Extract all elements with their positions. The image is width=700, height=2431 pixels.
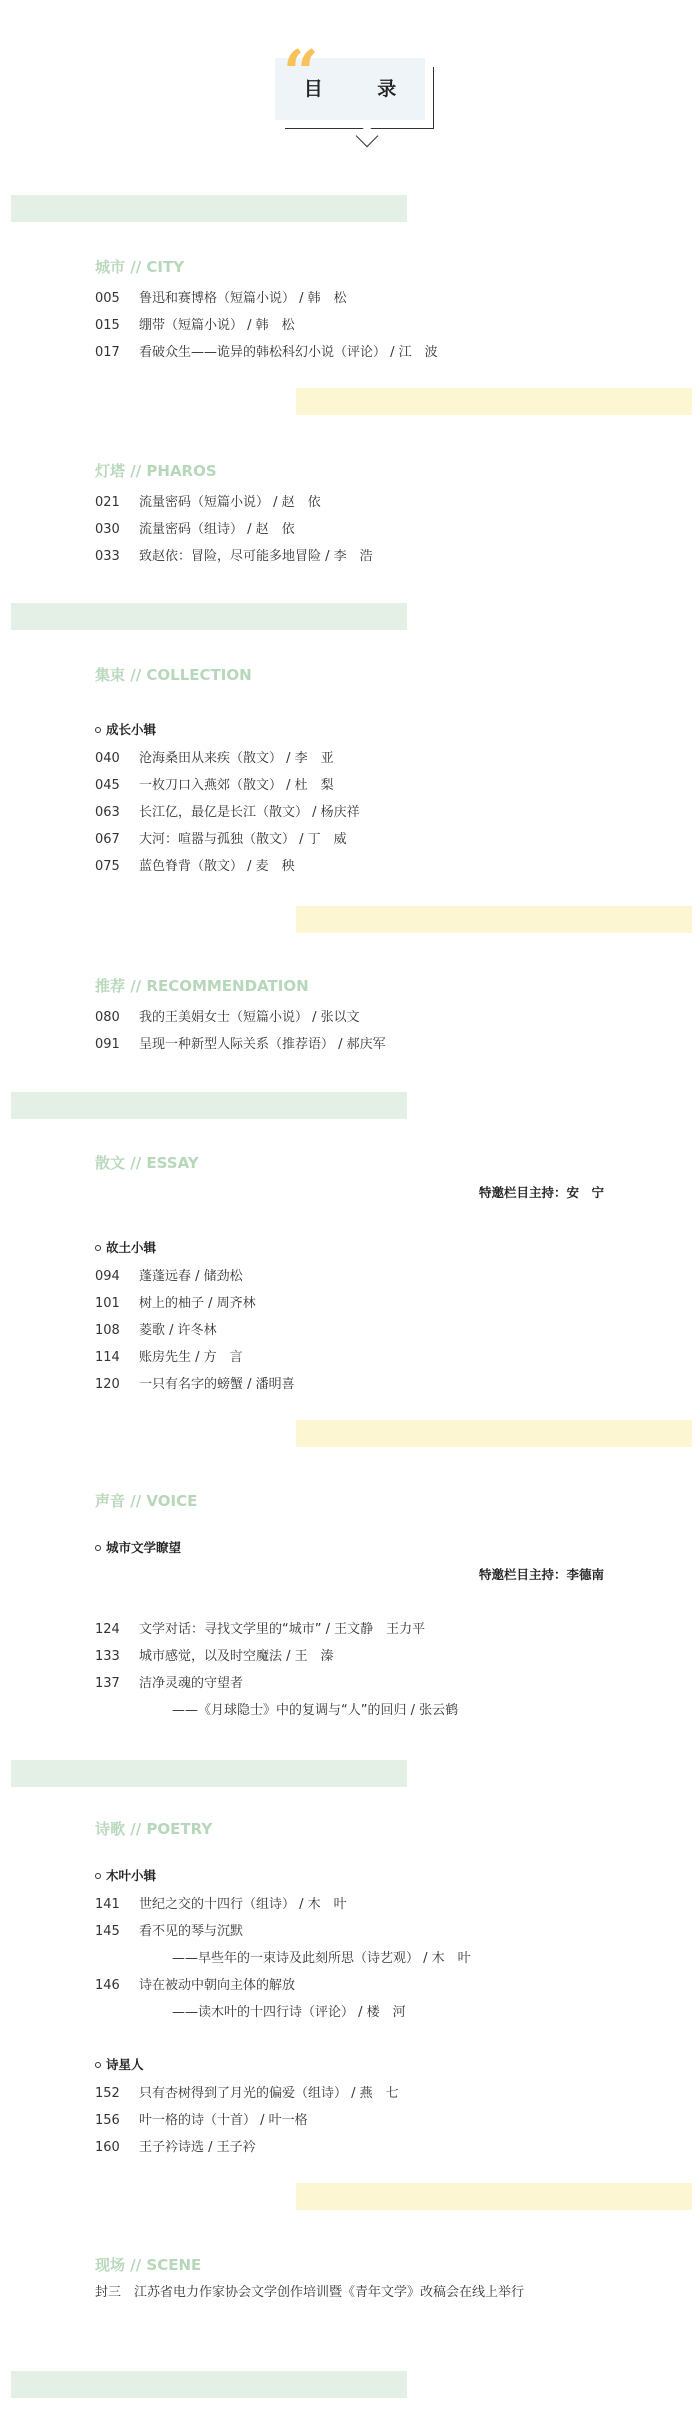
toc-entry[interactable] [95,1319,217,1338]
entry-subtitle: ——早些年的一束诗及此刻所思（诗艺观） / 木 叶 [172,1951,471,1966]
page-number: 108 [95,1323,120,1338]
toc-entry[interactable] [95,2082,399,2101]
toc-entry[interactable] [95,1618,425,1637]
page-number: 146 [95,1978,120,1993]
entry-title: 一只有名字的螃蟹 / 潘明喜 [139,1377,295,1392]
toc-entry[interactable] [95,314,295,333]
page-number: 021 [95,495,120,510]
page-number: 133 [95,1649,120,1664]
entry-title: 看破众生——诡异的韩松科幻小说（评论） / 江 波 [139,345,438,360]
page-number: 063 [95,805,120,820]
entry-title: 流量密码（短篇小说） / 赵 依 [139,495,321,510]
toc-entry[interactable] [95,1265,243,1284]
entry-title: 呈现一种新型人际关系（推荐语） / 郝庆军 [139,1037,386,1052]
entry-title: 蓝色脊背（散文） / 麦 秧 [139,859,295,874]
toc-entry[interactable] [95,747,334,766]
toc-entry[interactable]: 封三 江苏省电力作家协会文学创作培训暨《青年文学》改稿会在线上举行 [95,2285,525,2300]
page-number: 120 [95,1377,120,1392]
entry-title: 城市感觉，以及时空魔法 / 王 溱 [139,1649,334,1664]
page-number: 145 [95,1924,120,1939]
page-number: 156 [95,2113,120,2128]
entry-title: 账房先生 / 方 言 [139,1350,243,1365]
entry-title: 蓬蓬远春 / 储劲松 [139,1269,243,1284]
section-heading-city: 城市 // CITY [95,258,185,276]
page-number: 160 [95,2140,120,2155]
toc-entry[interactable] [95,2136,256,2155]
toc-entry[interactable] [95,801,360,820]
column-host: 特邀栏目主持：李德南 [478,1567,604,1582]
entry-title: 文学对话：寻找文学里的“城市” / 王文静 王力平 [139,1622,426,1637]
toc-entry[interactable] [95,828,347,847]
group-label: 成长小辑 [95,720,156,738]
entry-title: 树上的柚子 / 周齐林 [139,1296,256,1311]
toc-entry[interactable] [95,2109,308,2128]
page-title: 目 录 [303,78,421,100]
page-number: 005 [95,291,120,306]
page-number: 101 [95,1296,120,1311]
divider-stripe-green [11,603,407,630]
section-heading-voice: 声音 // VOICE [95,1492,198,1510]
divider-stripe-yellow [296,388,692,415]
divider-stripe-green [11,1760,407,1787]
toc-entry[interactable] [95,341,438,360]
toc-entry[interactable] [95,1893,347,1912]
page-number: 030 [95,522,120,537]
toc-entry[interactable] [95,1920,243,1939]
page-number: 033 [95,549,120,564]
toc-entry[interactable] [95,545,373,564]
section-heading-essay: 散文 // ESSAY [95,1154,199,1172]
divider-stripe-green [11,2371,407,2398]
toc-entry[interactable] [95,1373,295,1392]
entry-title: 只有杏树得到了月光的偏爱（组诗） / 燕 七 [139,2086,399,2101]
page-number: 017 [95,345,120,360]
toc-entry[interactable] [95,491,321,510]
toc-entry[interactable] [95,1645,334,1664]
divider-stripe-green [11,195,407,222]
divider-stripe-yellow [296,906,692,933]
page-number: 141 [95,1897,120,1912]
entry-title: 鲁迅和赛博格（短篇小说） / 韩 松 [139,291,347,306]
page-number: 137 [95,1676,120,1691]
page-number: 045 [95,778,120,793]
entry-title: 沧海桑田从来疾（散文） / 李 亚 [139,751,334,766]
entry-title: 我的王美娟女士（短篇小说） / 张以文 [139,1010,360,1025]
toc-entry[interactable] [95,287,347,306]
section-heading-poetry: 诗歌 // POETRY [95,1820,213,1838]
toc-entry[interactable] [95,1346,243,1365]
entry-title: 大河：喧嚣与孤独（散文） / 丁 威 [139,832,347,847]
section-heading-pharos: 灯塔 // PHAROS [95,462,217,480]
page-number: 152 [95,2086,120,2101]
toc-entry[interactable] [95,1292,256,1311]
page-number: 015 [95,318,120,333]
bullet-icon [95,1545,101,1551]
toc-entry[interactable] [95,1006,360,1025]
toc-entry[interactable] [95,1033,386,1052]
page-number: 080 [95,1010,120,1025]
entry-subtitle: ——《月球隐士》中的复调与“人”的回归 / 张云鹤 [172,1703,459,1718]
entry-title: 洁净灵魂的守望者 [139,1676,244,1691]
toc-entry[interactable] [95,855,295,874]
column-host: 特邀栏目主持：安 宁 [478,1185,604,1200]
bullet-icon [95,727,101,733]
entry-title: 流量密码（组诗） / 赵 依 [139,522,295,537]
entry-title: 致赵依：冒险，尽可能多地冒险 / 李 浩 [139,549,373,564]
divider-stripe-yellow [296,2183,692,2210]
toc-entry[interactable] [95,1974,295,1993]
entry-title: 世纪之交的十四行（组诗） / 木 叶 [139,1897,347,1912]
bullet-icon [95,2062,101,2068]
page-number: 067 [95,832,120,847]
quote-mark-icon: “ [283,36,313,109]
entry-title: 绷带（短篇小说） / 韩 松 [139,318,295,333]
toc-entry[interactable] [95,518,295,537]
entry-title: 王子衿诗选 / 王子衿 [139,2140,256,2155]
entry-title: 长江亿，最亿是长江（散文） / 杨庆祥 [139,805,360,820]
section-heading-scene: 现场 // SCENE [95,2256,202,2274]
toc-entry[interactable] [95,774,334,793]
divider-stripe-green [11,1092,407,1119]
bullet-icon [95,1873,101,1879]
toc-entry[interactable] [95,1672,243,1691]
entry-title: 一枚刀口入燕郊（散文） / 杜 梨 [139,778,334,793]
page-number: 091 [95,1037,120,1052]
entry-title: 叶一格的诗（十首） / 叶一格 [139,2113,308,2128]
entry-subtitle: ——读木叶的十四行诗（评论） / 楼 河 [172,2005,406,2020]
bullet-icon [95,1245,101,1251]
page-number: 075 [95,859,120,874]
page-number: 124 [95,1622,120,1637]
page-number: 114 [95,1350,120,1365]
entry-title: 诗在被动中朝向主体的解放 [139,1978,296,1993]
divider-stripe-yellow [296,1420,692,1447]
entry-title: 看不见的琴与沉默 [139,1924,244,1939]
page-number: 040 [95,751,120,766]
group-label: 故土小辑 [95,1238,156,1256]
group-label: 木叶小辑 [95,1866,156,1884]
group-label: 诗星人 [95,2055,144,2073]
group-label: 城市文学瞭望 [95,1538,181,1556]
page-number: 094 [95,1269,120,1284]
section-heading-collection: 集束 // COLLECTION [95,666,252,684]
entry-title: 菱歌 / 许冬林 [139,1323,217,1338]
section-heading-recommendation: 推荐 // RECOMMENDATION [95,977,309,995]
